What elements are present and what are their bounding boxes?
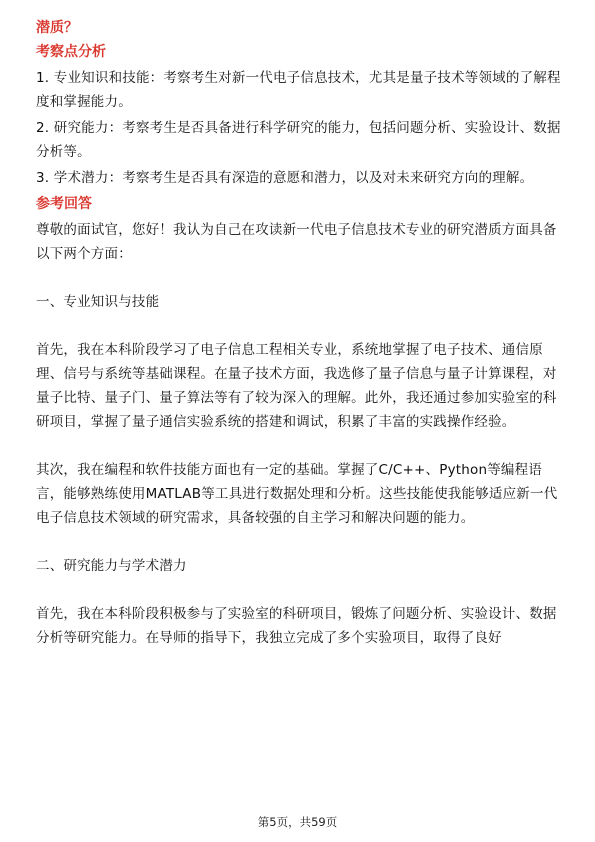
- answer-intro: 尊敬的面试官，您好！我认为自己在攻读新一代电子信息技术专业的研究潜质方面具备以下两个方面：: [36, 222, 557, 262]
- analysis-item: 3. 学术潜力：考察考生是否具有深造的意愿和潜力，以及对未来研究方向的理解。: [36, 170, 534, 186]
- page-footer: 第5页，共59页: [257, 815, 338, 829]
- question-heading-tail: 潜质？: [36, 20, 78, 36]
- section2-title: 二、研究能力与学术潜力: [36, 558, 187, 574]
- section1-paragraph: 其次，我在编程和软件技能方面也有一定的基础。掌握了C/C++、Python等编程语言，能够熟练使用MATLAB等工具进行数据处理和分析。这些技能使我能够适应新一代电子信息技术领域的研究需求，具备较强的自主学习和解决问题的能力。: [36, 462, 558, 526]
- analysis-heading: 考察点分析: [36, 44, 106, 60]
- section2-paragraph: 首先，我在本科阶段积极参与了实验室的科研项目，锻炼了问题分析、实验设计、数据分析等研究能力。在导师的指导下，我独立完成了多个实验项目，取得了良好: [36, 606, 557, 646]
- section1-title: 一、专业知识与技能: [36, 294, 160, 310]
- analysis-item: 2. 研究能力：考察考生是否具备进行科学研究的能力，包括问题分析、实验设计、数据分析等。: [36, 120, 561, 160]
- page-content: [36, 18, 564, 650]
- analysis-list: [36, 66, 564, 190]
- section1-paragraph: 首先，我在本科阶段学习了电子信息工程相关专业，系统地掌握了电子技术、通信原理、信号与系统等基础课程。在量子技术方面，我选修了量子信息与量子计算课程，对量子比特、量子门、量子算法等有了较为深入的理解。此外，我还通过参加实验室的科研项目，掌握了量子通信实验系统的搭建和调试，积累了丰富的实践操作经验。: [36, 342, 557, 430]
- answer-heading: 参考回答: [36, 196, 92, 212]
- analysis-item: 1. 专业知识和技能：考察考生对新一代电子信息技术，尤其是量子技术等领域的了解程度和掌握能力。: [36, 70, 561, 110]
